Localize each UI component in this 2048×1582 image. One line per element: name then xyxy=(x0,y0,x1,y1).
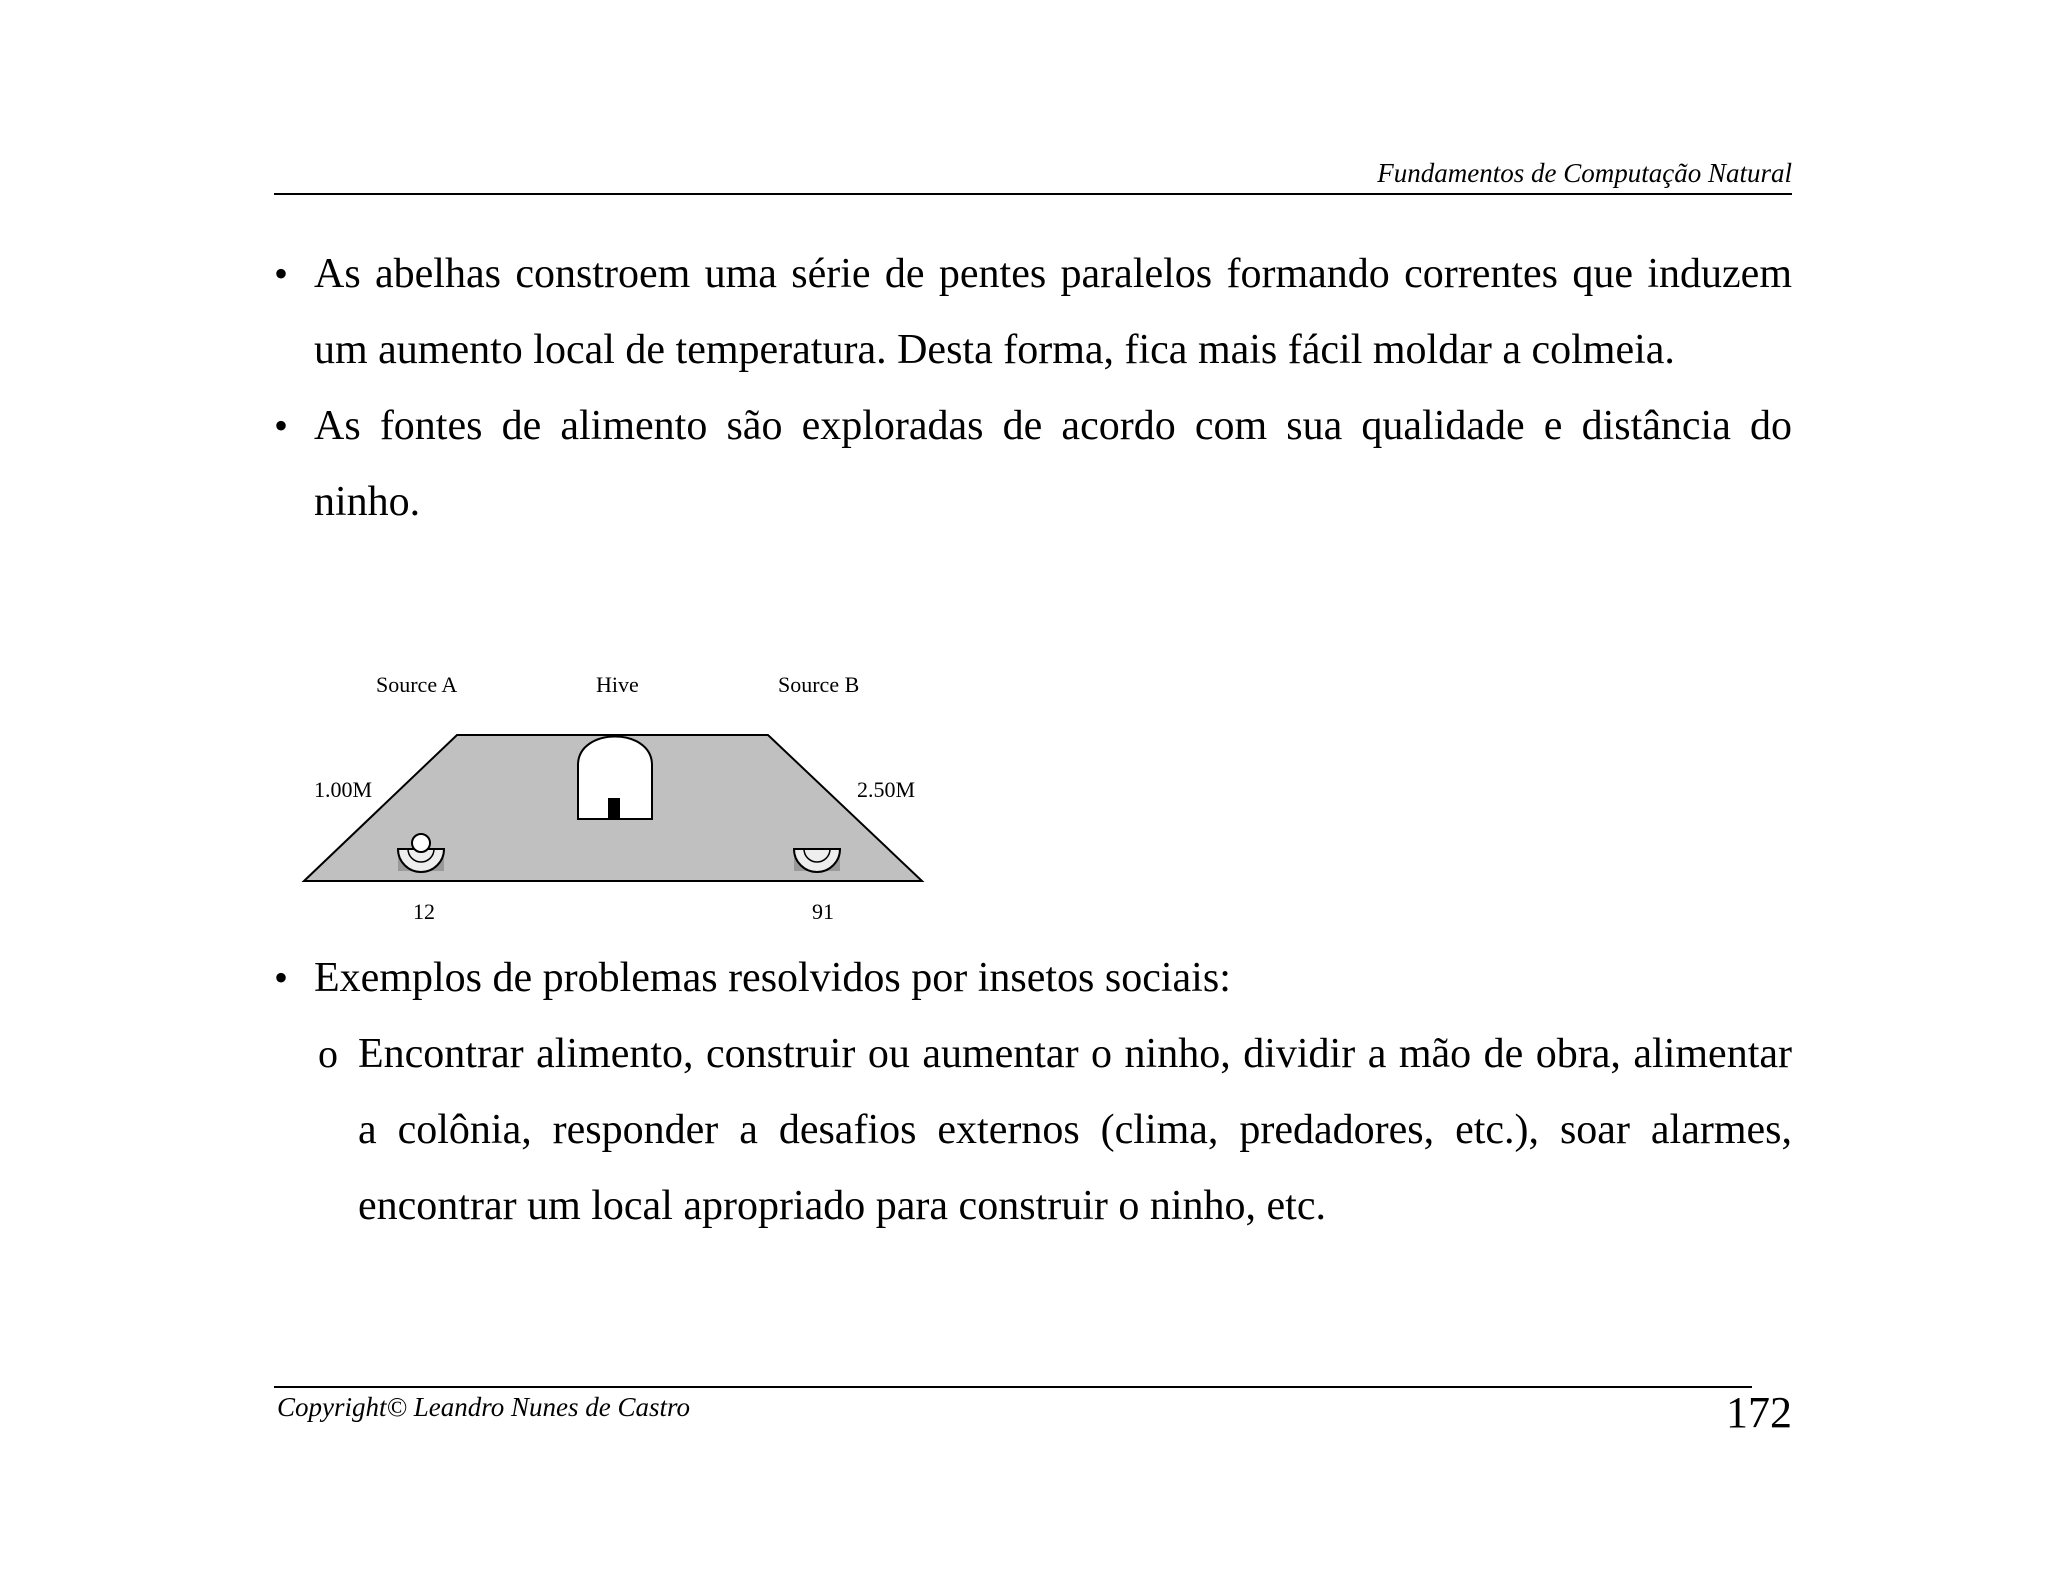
sub-bullet-mark: o xyxy=(318,1031,338,1076)
running-header: Fundamentos de Computação Natural xyxy=(1377,158,1792,188)
sub-bullet-item xyxy=(314,1016,1792,1244)
bullet-mark: • xyxy=(274,251,289,296)
sub-bullet-text: Encontrar alimento, construir ou aumentar o ninho, dividir a mão de obra, alimentar a colônia, responder a desafios externos (clima, predadores, etc.), soar alarmes, encontrar um local apropriado para construir o ninho, etc. xyxy=(358,1031,1792,1229)
bullet-item xyxy=(274,388,1792,540)
distance-b-label: 2.50M xyxy=(857,777,916,802)
bullet-text: Exemplos de problemas resolvidos por insetos sociais: xyxy=(314,955,1231,1001)
source-a-label: Source A xyxy=(376,672,458,697)
copyright-text: Copyright© Leandro Nunes de Castro xyxy=(277,1392,691,1422)
bullet-item xyxy=(274,940,1792,1016)
bullet-text: As abelhas constroem uma série de pentes paralelos formando correntes que induzem um aumento local de temperatura. Desta forma, fica mais fácil moldar a colmeia. xyxy=(314,251,1792,373)
hive-label: Hive xyxy=(596,672,639,697)
page-body xyxy=(274,236,1792,540)
bullet-mark: • xyxy=(274,955,289,1000)
count-b-label: 91 xyxy=(812,899,834,924)
hive-diagram xyxy=(300,665,940,935)
source-b-label: Source B xyxy=(778,672,860,697)
count-a-label: 12 xyxy=(413,899,435,924)
bullet-mark: • xyxy=(274,403,289,448)
page-number: 172 xyxy=(1726,1388,1792,1437)
distance-a-label: 1.00M xyxy=(314,777,373,802)
page-body-lower xyxy=(274,940,1792,1244)
hive-entrance xyxy=(608,798,620,819)
bullet-item xyxy=(274,236,1792,388)
bee-marker xyxy=(412,834,430,852)
header-rule xyxy=(274,193,1792,195)
bullet-text: As fontes de alimento são exploradas de acordo com sua qualidade e distância do ninho. xyxy=(314,403,1792,525)
hive-foraging-figure xyxy=(300,665,940,935)
footer-rule xyxy=(274,1386,1752,1388)
